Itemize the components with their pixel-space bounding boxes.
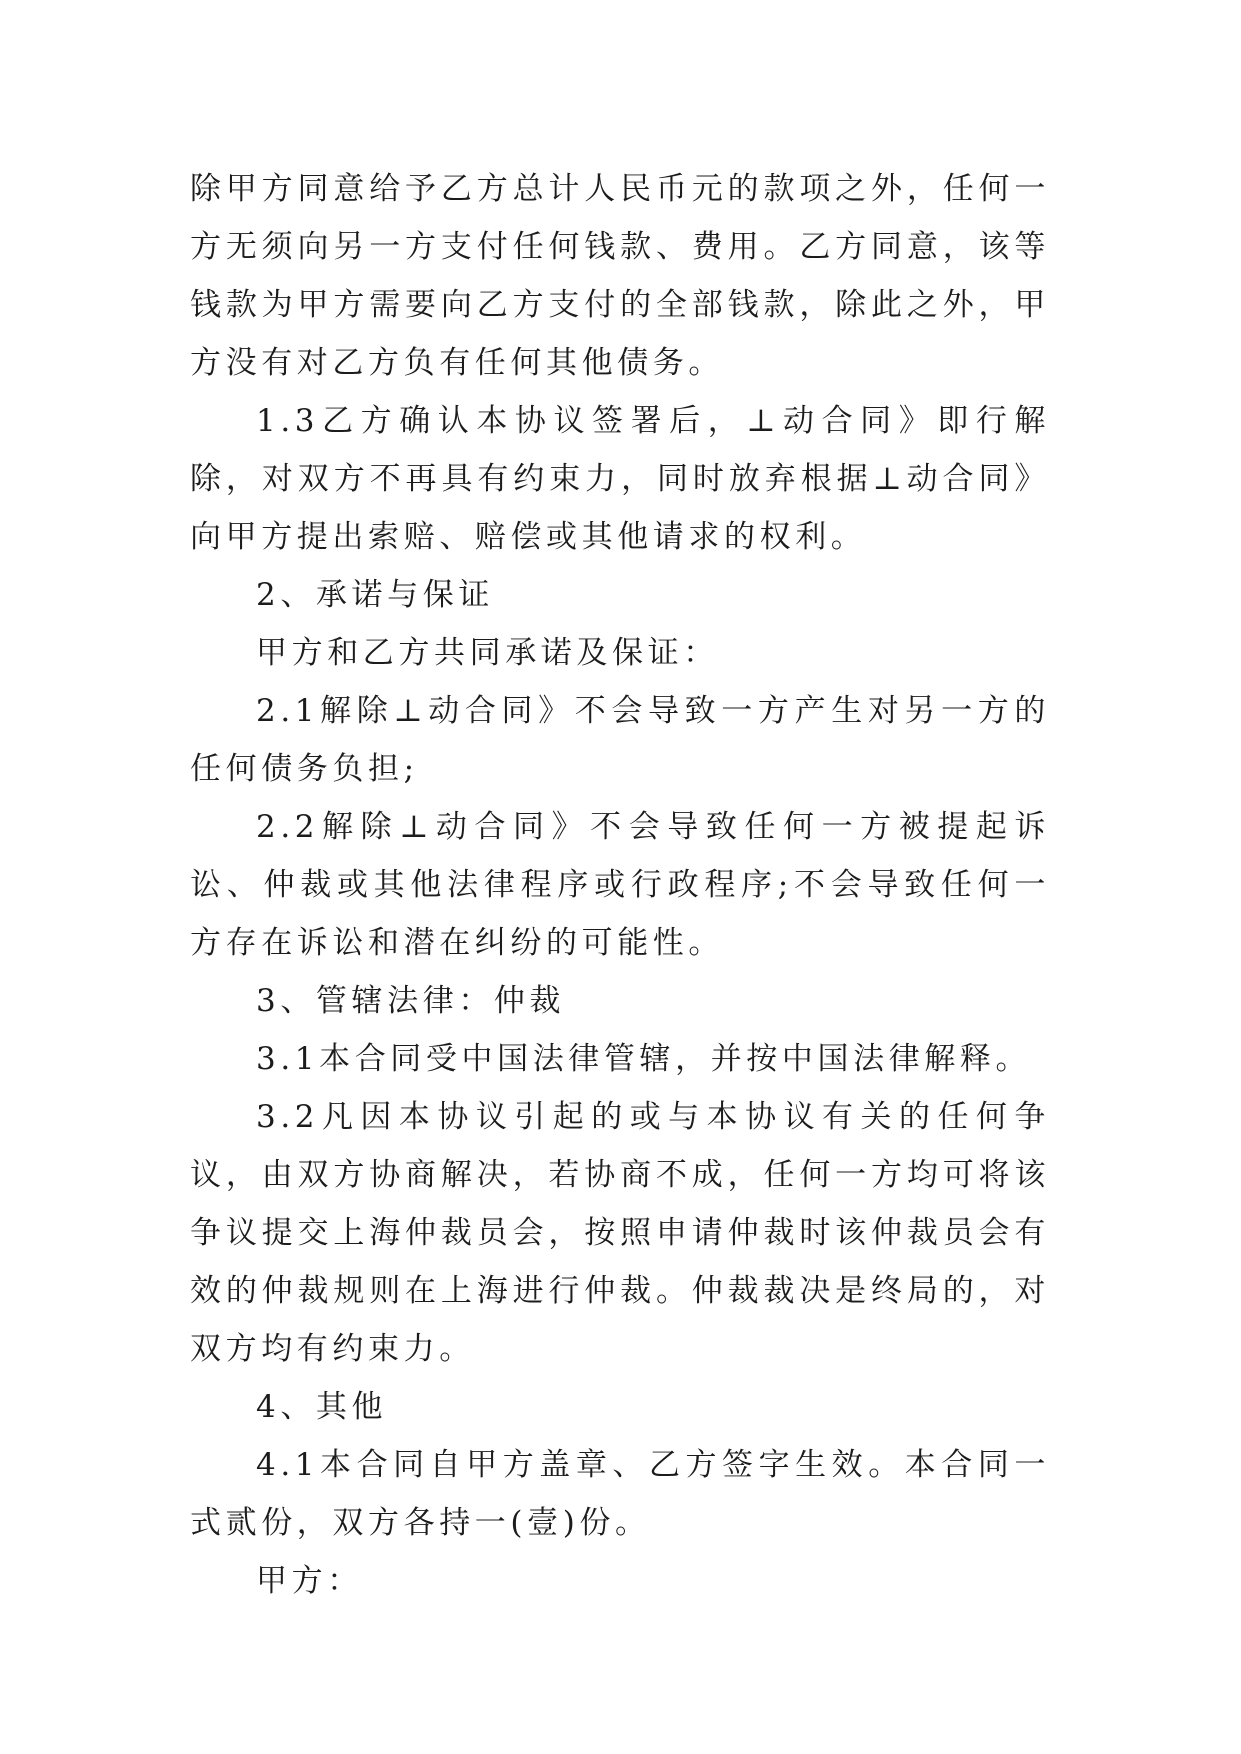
paragraph-clause-4-1: 4.1本合同自甲方盖章、乙方签字生效。本合同一式贰份，双方各持一(壹)份。 [190,1447,1050,1541]
section-heading-2: 2、承诺与保证 [256,577,494,613]
paragraph-payment-terms: 除甲方同意给予乙方总计人民币元的款项之外，任何一方无须向另一方支付任何钱款、费用。乙方同意，该等钱款为甲方需要向乙方支付的全部钱款，除此之外，甲方没有对乙方负有任何其他债务。 [190,171,1050,381]
document-body [190,160,1050,1610]
paragraph-clause-1-3: 1.3乙方确认本协议签署后，⊥动合同》即行解除，对双方不再具有约束力，同时放弃根据⊥动合同》向甲方提出索赔、赔偿或其他请求的权利。 [190,403,1050,555]
section-heading-4: 4、其他 [256,1389,388,1425]
paragraph-clause-3-1: 3.1本合同受中国法律管辖，并按中国法律解释。 [256,1041,1032,1077]
section-heading-3: 3、管辖法律：仲裁 [256,983,566,1019]
party-a-signature-label: 甲方： [256,1563,363,1599]
paragraph-clause-2-2: 2.2解除⊥动合同》不会导致任何一方被提起诉讼、仲裁或其他法律程序或行政程序;不会导致任何一方存在诉讼和潜在纠纷的可能性。 [190,809,1050,961]
paragraph-clause-2-1: 2.1解除⊥动合同》不会导致一方产生对另一方的任何债务负担; [190,693,1050,787]
paragraph-joint-commitment: 甲方和乙方共同承诺及保证： [256,635,719,671]
paragraph-clause-3-2: 3.2凡因本协议引起的或与本协议有关的任何争议，由双方协商解决，若协商不成，任何一方均可将该争议提交上海仲裁员会，按照申请仲裁时该仲裁员会有效的仲裁规则在上海进行仲裁。仲裁裁决是终局的，对双方均有约束力。 [190,1099,1050,1367]
